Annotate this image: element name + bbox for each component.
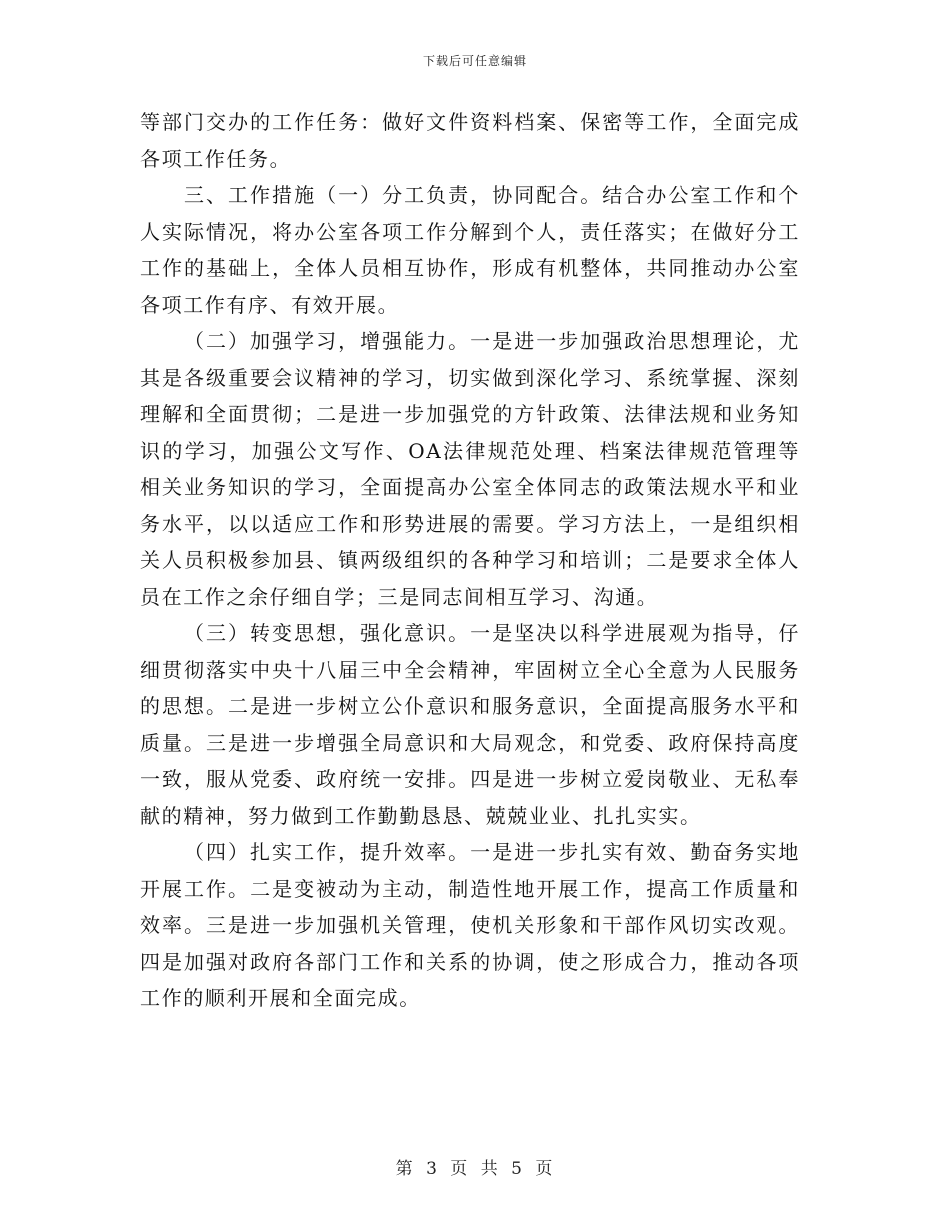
paragraph-strengthen-learning: （二）加强学习，增强能力。一是进一步加强政治思想理论，尤其是各级重要会议精神的学习，切实做到深化学习、系统掌握、深刻理解和全面贯彻；二是进一步加强党的方针政策、法律法规和业务知识的学习，加强公文写作、OA法律规范处理、档案法律规范管理等相关业务知识的学习，全面提高办公室全体同志的政策法规水平和业务水平，以以适应工作和形势进展的需要。学习方法上，一是组织相关人员积极参加县、镇两级组织的各种学习和培训；二是要求全体人员在工作之余仔细自学；三是同志间相互学习、沟通。 (140, 329, 800, 609)
page-header: 下载后可任意编辑 (422, 54, 527, 68)
document-body (140, 104, 800, 1017)
paragraph-solid-work: （四）扎实工作，提升效率。一是进一步扎实有效、勤奋务实地开展工作。二是变被动为主动，制造性地开展工作，提高工作质量和效率。三是进一步加强机关管理，使机关形象和干部作风切实改观。四是加强对政府各部门工作和关系的协调，使之形成合力，推动各项工作的顺利开展和全面完成。 (140, 840, 800, 1010)
page-number-footer: 第 3 页 共 5 页 (395, 1159, 555, 1179)
paragraph-work-measures: 三、工作措施（一）分工负责，协同配合。结合办公室工作和个人实际情况，将办公室各项工作分解到个人，责任落实；在做好分工工作的基础上，全体人员相互协作，形成有机整体，共同推动办公室各项工作有序、有效开展。 (140, 183, 800, 317)
paragraph-continuation: 等部门交办的工作任务：做好文件资料档案、保密等工作，全面完成各项工作任务。 (140, 110, 800, 171)
paragraph-change-thinking: （三）转变思想，强化意识。一是坚决以科学进展观为指导，仔细贯彻落实中央十八届三中全会精神，牢固树立全心全意为人民服务的思想。二是进一步树立公仆意识和服务意识，全面提高服务水平和质量。三是进一步增强全局意识和大局观念，和党委、政府保持高度一致，服从党委、政府统一安排。四是进一步树立爱岗敬业、无私奉献的精神，努力做到工作勤勤恳恳、兢兢业业、扎扎实实。 (140, 621, 800, 828)
